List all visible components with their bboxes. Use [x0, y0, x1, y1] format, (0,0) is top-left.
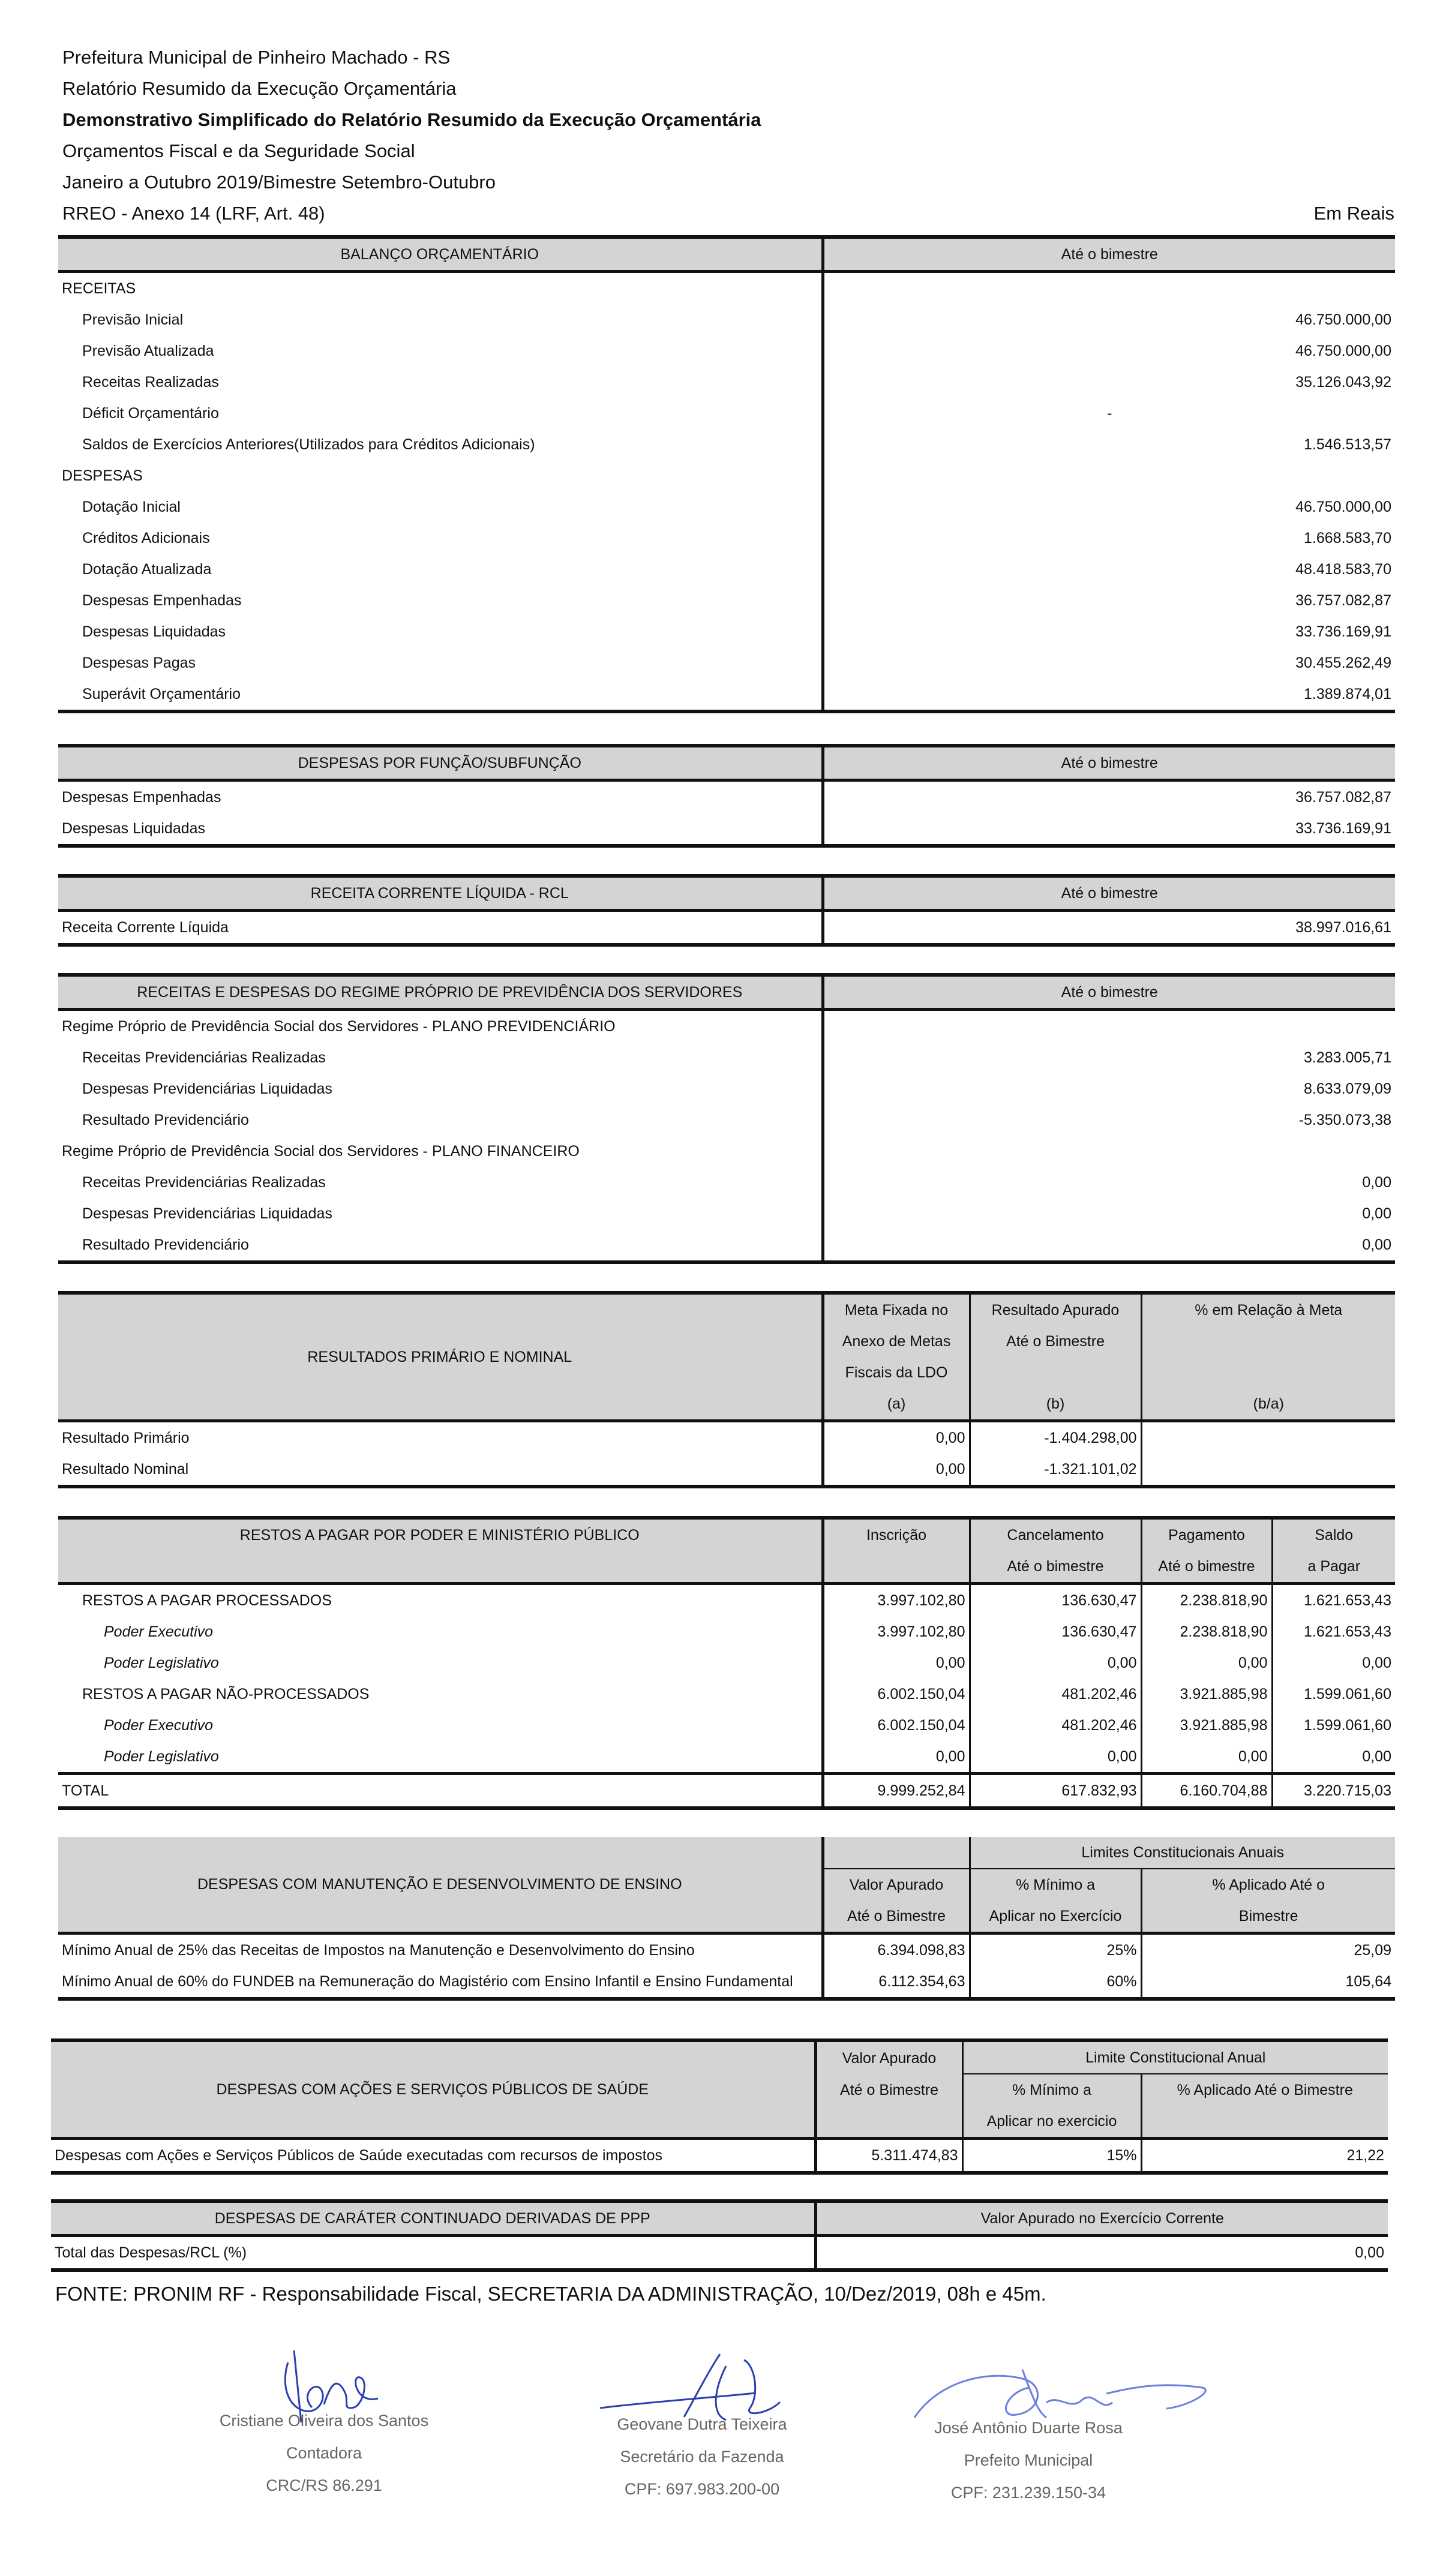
col-header: (b): [970, 1388, 1141, 1421]
table-row: [58, 1454, 1395, 1487]
row-value: 30.455.262,49: [823, 647, 1395, 678]
col-header: Meta Fixada no: [823, 1293, 970, 1326]
row-value: 0,00: [823, 1454, 970, 1487]
row-value: 1.621.653,43: [1272, 1616, 1395, 1647]
table-row: [58, 398, 1395, 429]
table-row: [58, 367, 1395, 398]
col-header: Saldo: [1272, 1518, 1395, 1551]
table-row: [58, 780, 1395, 813]
table-row: [58, 460, 1395, 491]
rcl-col-header: Até o bimestre: [823, 876, 1395, 911]
row-label: Créditos Adicionais: [82, 530, 210, 547]
row-value: 0,00: [1141, 1741, 1272, 1774]
row-value: 0,00: [823, 1647, 970, 1679]
funcao-col-header: Até o bimestre: [823, 746, 1395, 780]
row-value: -1.404.298,00: [970, 1421, 1141, 1454]
row-label: Previsão Inicial: [82, 311, 184, 328]
table-row: [58, 272, 1395, 305]
table-row: [58, 429, 1395, 460]
col-header: Até o Bimestre: [815, 2074, 962, 2106]
report-title: Relatório Resumido da Execução Orçamentária: [62, 78, 457, 99]
ensino-header: DESPESAS COM MANUTENÇÃO E DESENVOLVIMENTO DE ENSINO: [58, 1837, 823, 1933]
row-value: 0,00: [970, 1647, 1141, 1679]
row-value: 6.394.098,83: [823, 1933, 970, 1966]
row-label: RECEITAS: [62, 280, 136, 297]
row-value: 6.002.150,04: [823, 1710, 970, 1741]
rcl-header: RECEITA CORRENTE LÍQUIDA - RCL: [58, 876, 823, 911]
row-value: 46.750.000,00: [823, 335, 1395, 367]
row-value: 33.736.169,91: [823, 813, 1395, 846]
row-value: 1.599.061,60: [1272, 1679, 1395, 1710]
row-value: 15%: [962, 2139, 1141, 2173]
row-label: Despesas Previdenciárias Liquidadas: [82, 1080, 332, 1097]
row-value: 33.736.169,91: [823, 616, 1395, 647]
col-header: Inscrição: [823, 1518, 970, 1551]
col-header: Até o Bimestre: [823, 1901, 970, 1933]
row-value: 0,00: [823, 1421, 970, 1454]
row-value: 48.418.583,70: [823, 554, 1395, 585]
ppp-col-header: Valor Apurado no Exercício Corrente: [815, 2201, 1388, 2236]
balanco-header: BALANÇO ORÇAMENTÁRIO: [58, 237, 823, 272]
resultados-table: [58, 1291, 1395, 1488]
period-label: Janeiro a Outubro 2019/Bimestre Setembro-Outubro: [62, 172, 496, 193]
table-row: [58, 1647, 1395, 1679]
col-header: % em Relação à Meta: [1141, 1293, 1395, 1326]
col-header: Bimestre: [1141, 1901, 1395, 1933]
table-row: [58, 1136, 1395, 1167]
signature-block-secretario: [576, 2408, 828, 2505]
source-note: FONTE: PRONIM RF - Responsabilidade Fiscal, SECRETARIA DA ADMINISTRAÇÃO, 10/Dez/2019, 08h e 45m.: [55, 2283, 1046, 2305]
row-value: 0,00: [823, 1741, 970, 1774]
col-header: Valor Apurado: [823, 1869, 970, 1901]
signer-document: CPF: 697.983.200-00: [624, 2480, 780, 2498]
total-value: 617.832,93: [970, 1774, 1141, 1809]
annex-label: RREO - Anexo 14 (LRF, Art. 48): [62, 203, 325, 224]
row-value: 3.997.102,80: [823, 1616, 970, 1647]
limite-header: Limite Constitucional Anual: [962, 2040, 1388, 2074]
row-label: Resultado Previdenciário: [58, 1229, 823, 1262]
balanco-table: [58, 235, 1395, 713]
row-label: RESTOS A PAGAR NÃO-PROCESSADOS: [82, 1686, 370, 1703]
demonstrativo-title: Demonstrativo Simplificado do Relatório Resumido da Execução Orçamentária: [62, 109, 761, 130]
signer-document: CPF: 231.239.150-34: [950, 2484, 1106, 2502]
col-header: (b/a): [1141, 1388, 1395, 1421]
handwritten-signature-icon: [198, 2338, 450, 2434]
row-label: Receitas Realizadas: [82, 374, 219, 391]
row-value: 1.668.583,70: [823, 523, 1395, 554]
table-row: [58, 1421, 1395, 1454]
table-row: [58, 616, 1395, 647]
row-value: 2.238.818,90: [1141, 1616, 1272, 1647]
row-value: 2.238.818,90: [1141, 1584, 1272, 1617]
table-row: [58, 1167, 1395, 1198]
col-header: % Mínimo a: [962, 2074, 1141, 2106]
table-row: [58, 647, 1395, 678]
row-label: Regime Próprio de Previdência Social dos Servidores - PLANO PREVIDENCIÁRIO: [62, 1018, 616, 1035]
rpps-table: [58, 973, 1395, 1264]
signature-block-prefeito: [902, 2412, 1154, 2509]
row-label: Poder Legislativo: [104, 1748, 219, 1765]
table-row: [58, 1679, 1395, 1710]
col-header: % Aplicado Até o Bimestre: [1141, 2074, 1388, 2139]
table-row: [58, 1010, 1395, 1043]
row-value: 21,22: [1141, 2139, 1388, 2173]
table-row: [58, 1933, 1395, 1966]
restos-table: [58, 1516, 1395, 1810]
ppp-table: [51, 2199, 1388, 2272]
resultados-header: RESULTADOS PRIMÁRIO E NOMINAL: [58, 1293, 823, 1421]
col-header: a Pagar: [1272, 1551, 1395, 1584]
col-header: Valor Apurado: [815, 2040, 962, 2074]
row-label: Receita Corrente Líquida: [58, 911, 823, 945]
row-value: 0,00: [823, 1167, 1395, 1198]
row-label: Dotação Inicial: [82, 499, 181, 515]
total-row: [58, 1774, 1395, 1809]
row-value: -5.350.073,38: [823, 1104, 1395, 1136]
row-label: Total das Despesas/RCL (%): [51, 2236, 815, 2271]
signer-role: Contadora: [286, 2444, 362, 2462]
row-value: 481.202,46: [970, 1679, 1141, 1710]
row-value: 3.921.885,98: [1141, 1710, 1272, 1741]
rpps-header: RECEITAS E DESPESAS DO REGIME PRÓPRIO DE PREVIDÊNCIA DOS SERVIDORES: [58, 975, 823, 1010]
orcamentos-subtitle: Orçamentos Fiscal e da Seguridade Social: [62, 140, 415, 161]
row-label: Dotação Atualizada: [82, 561, 212, 578]
table-row: [58, 813, 1395, 846]
row-label: RESTOS A PAGAR PROCESSADOS: [82, 1592, 332, 1609]
table-row: [58, 1584, 1395, 1617]
row-value: 25%: [970, 1933, 1141, 1966]
row-value: 36.757.082,87: [823, 780, 1395, 813]
row-label: Mínimo Anual de 25% das Receitas de Impostos na Manutenção e Desenvolvimento do Ensino: [62, 1942, 695, 1959]
col-header: Até o bimestre: [1141, 1551, 1272, 1584]
row-value: -1.321.101,02: [970, 1454, 1141, 1487]
row-value: 1.621.653,43: [1272, 1584, 1395, 1617]
saude-table: [51, 2038, 1388, 2175]
row-label: Resultado Previdenciário: [82, 1112, 249, 1128]
row-label: Despesas Liquidadas: [82, 623, 226, 640]
row-value: 1.389.874,01: [823, 678, 1395, 711]
balanco-col-header: Até o bimestre: [823, 237, 1395, 272]
row-label: DESPESAS: [62, 467, 143, 484]
row-value: 1.599.061,60: [1272, 1710, 1395, 1741]
row-value: 35.126.043,92: [823, 367, 1395, 398]
col-header: (a): [823, 1388, 970, 1421]
table-row: [58, 523, 1395, 554]
row-value: 8.633.079,09: [823, 1073, 1395, 1104]
signer-name: José Antônio Duarte Rosa: [934, 2419, 1123, 2437]
municipality-title: Prefeitura Municipal de Pinheiro Machado - RS: [62, 47, 451, 68]
signer-role: Secretário da Fazenda: [620, 2448, 784, 2466]
table-row: [58, 1616, 1395, 1647]
row-value: 3.921.885,98: [1141, 1679, 1272, 1710]
row-label: Resultado Primário: [62, 1430, 190, 1446]
table-row: [58, 1104, 1395, 1136]
row-value: 38.997.016,61: [823, 911, 1395, 945]
table-row: [58, 1042, 1395, 1073]
table-row: [58, 678, 1395, 711]
ppp-header: DESPESAS DE CARÁTER CONTINUADO DERIVADAS DE PPP: [51, 2201, 815, 2236]
report-header: [62, 42, 1394, 229]
row-label: Despesas Empenhadas: [62, 789, 221, 806]
row-value: 0,00: [1272, 1647, 1395, 1679]
col-header: Aplicar no Exercício: [970, 1901, 1141, 1933]
row-label: Poder Executivo: [104, 1623, 214, 1640]
row-value: 481.202,46: [970, 1710, 1141, 1741]
table-row: [58, 554, 1395, 585]
total-value: 9.999.252,84: [823, 1774, 970, 1809]
table-row: [58, 1073, 1395, 1104]
row-label: Receitas Previdenciárias Realizadas: [82, 1049, 326, 1066]
unit-label: Em Reais: [1313, 203, 1394, 224]
annex-line: [62, 198, 1394, 229]
row-label: Mínimo Anual de 60% do FUNDEB na Remuneração do Magistério com Ensino Infantil e Ensino Fundamental: [58, 1966, 823, 1999]
row-value: 0,00: [1272, 1741, 1395, 1774]
row-value: 6.002.150,04: [823, 1679, 970, 1710]
col-header: Cancelamento: [970, 1518, 1141, 1551]
saude-header: DESPESAS COM AÇÕES E SERVIÇOS PÚBLICOS DE SAÚDE: [51, 2040, 815, 2139]
row-value: 0,00: [970, 1741, 1141, 1774]
row-label: Despesas com Ações e Serviços Públicos de Saúde executadas com recursos de impostos: [51, 2139, 815, 2173]
row-value: 3.283.005,71: [823, 1042, 1395, 1073]
signer-role: Prefeito Municipal: [964, 2451, 1093, 2469]
row-label: Déficit Orçamentário: [82, 405, 219, 422]
row-label: Receitas Previdenciárias Realizadas: [82, 1174, 326, 1191]
row-label: Superávit Orçamentário: [58, 678, 823, 711]
row-value: 46.750.000,00: [823, 304, 1395, 335]
col-header: Até o Bimestre: [970, 1326, 1141, 1357]
row-value: 1.546.513,57: [823, 429, 1395, 460]
row-value: -: [823, 398, 1395, 429]
col-header: Fiscais da LDO: [823, 1357, 970, 1388]
table-row: [51, 2236, 1388, 2271]
row-label: Despesas Previdenciárias Liquidadas: [82, 1205, 332, 1222]
row-value: 105,64: [1141, 1966, 1395, 1999]
funcao-header: DESPESAS POR FUNÇÃO/SUBFUNÇÃO: [58, 746, 823, 780]
row-label: Despesas Empenhadas: [82, 592, 242, 609]
row-label: Despesas Pagas: [82, 654, 196, 671]
table-row: [58, 1198, 1395, 1229]
funcao-table: [58, 744, 1395, 848]
total-value: 6.160.704,88: [1141, 1774, 1272, 1809]
row-label: Regime Próprio de Previdência Social dos Servidores - PLANO FINANCEIRO: [62, 1143, 580, 1160]
restos-header: RESTOS A PAGAR POR PODER E MINISTÉRIO PÚBLICO: [58, 1518, 823, 1584]
total-label: TOTAL: [58, 1774, 823, 1809]
table-row: [58, 335, 1395, 367]
row-value: 0,00: [823, 1229, 1395, 1262]
rpps-col-header: Até o bimestre: [823, 975, 1395, 1010]
signer-document: CRC/RS 86.291: [266, 2476, 382, 2494]
signer-name: Geovane Dutra Teixeira: [617, 2415, 787, 2433]
row-value: 136.630,47: [970, 1584, 1141, 1617]
table-row: [58, 491, 1395, 523]
table-row: [58, 1229, 1395, 1262]
table-row: [58, 911, 1395, 945]
row-label: Previsão Atualizada: [82, 343, 214, 359]
row-label: Resultado Nominal: [58, 1454, 823, 1487]
row-value: 3.997.102,80: [823, 1584, 970, 1617]
row-label: Saldos de Exercícios Anteriores(Utilizados para Créditos Adicionais): [82, 436, 535, 453]
col-header: Aplicar no exercicio: [962, 2106, 1141, 2139]
handwritten-signature-icon: [576, 2342, 828, 2438]
col-header: Anexo de Metas: [823, 1326, 970, 1357]
row-value: 0,00: [823, 1198, 1395, 1229]
col-header: % Aplicado Até o: [1141, 1869, 1395, 1901]
row-value: 36.757.082,87: [823, 585, 1395, 616]
table-row: [58, 1741, 1395, 1774]
rcl-table: [58, 874, 1395, 947]
table-row: [51, 2139, 1388, 2173]
col-header: Pagamento: [1141, 1518, 1272, 1551]
row-label: Poder Executivo: [104, 1717, 214, 1734]
row-value: 0,00: [815, 2236, 1388, 2271]
row-value: 46.750.000,00: [823, 491, 1395, 523]
row-value: 6.112.354,63: [823, 1966, 970, 1999]
row-label: Despesas Liquidadas: [58, 813, 823, 846]
limites-header: Limites Constitucionais Anuais: [970, 1837, 1395, 1869]
signer-name: Cristiane Oliveira dos Santos: [219, 2412, 429, 2430]
col-header: % Mínimo a: [970, 1869, 1141, 1901]
handwritten-signature-icon: [902, 2346, 1214, 2448]
signature-block-contadora: [198, 2404, 450, 2502]
ensino-table: [58, 1837, 1395, 2001]
total-value: 3.220.715,03: [1272, 1774, 1395, 1809]
row-label: Poder Legislativo: [104, 1655, 219, 1671]
table-row: [58, 1966, 1395, 1999]
row-value: 5.311.474,83: [815, 2139, 962, 2173]
table-row: [58, 304, 1395, 335]
row-value: 136.630,47: [970, 1616, 1141, 1647]
table-row: [58, 1710, 1395, 1741]
table-row: [58, 585, 1395, 616]
row-value: 60%: [970, 1966, 1141, 1999]
row-value: 0,00: [1141, 1647, 1272, 1679]
col-header: Resultado Apurado: [970, 1293, 1141, 1326]
col-header: Até o bimestre: [970, 1551, 1141, 1584]
row-value: 25,09: [1141, 1933, 1395, 1966]
